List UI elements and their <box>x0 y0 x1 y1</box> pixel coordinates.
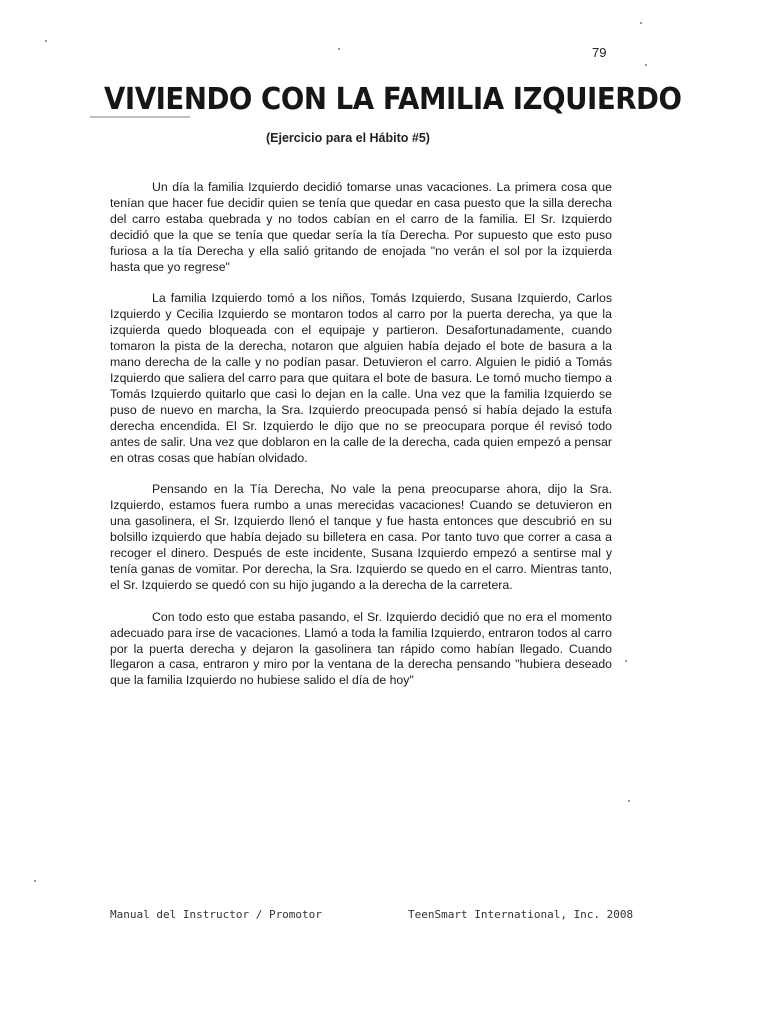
scan-speck <box>45 40 47 42</box>
footer-right: TeenSmart International, Inc. 2008 <box>408 908 634 921</box>
scan-speck <box>628 800 630 802</box>
page-number: 79 <box>592 45 607 60</box>
scan-speck <box>34 880 36 882</box>
paragraph-1: Un día la familia Izquierdo decidió tomarse unas vacaciones. La primera cosa que tenían que hacer fue decidir quien se tenía que quedar en casa puesto que la silla derecha del carro estaba quebrada y no todos cabían en el carro de la familia. El Sr. Izquierdo decidió que la que se tenía que quedar sería la tía Derecha. Por supuesto que esto puso furiosa a la tía Derecha y ella salió gritando de enojada "no verán el sol por la izquierda hasta que yo regrese" <box>110 180 612 274</box>
page-title: VIVIENDO CON LA FAMILIA IZQUIERDO <box>104 82 682 117</box>
paragraph-4: Con todo esto que estaba pasando, el Sr. Izquierdo decidió que no era el momento adecuado para irse de vacaciones. Llamó a toda la familia Izquierdo, entraron todos al carro por la puerta derecha y dejaron la gasolinera tan rápido como habían llegado. Cuando llegaron a casa, entraron y miro por la ventana de la derecha pensando "hubiera deseado que la familia Izquierdo no hubiese salido el día de hoy" <box>110 609 612 688</box>
body-text <box>110 180 612 705</box>
scan-speck <box>640 22 642 24</box>
scan-speck <box>645 64 647 66</box>
page-subtitle: (Ejercicio para el Hábito #5) <box>266 131 430 145</box>
scan-speck <box>338 48 340 50</box>
paragraph-2: La familia Izquierdo tomó a los niños, Tomás Izquierdo, Susana Izquierdo, Carlos Izquierdo y Cecilia Izquierdo se montaron todos al carro por la puerta derecha, ya que la izquierda quedo bloqueada con el equipaje y partieron. Desafortunadamente, cuando tomaron la pista de la derecha, notaron que alguien había dejado el bote de basura a la mano derecha de la calle y no podían pasar. Detuvieron el carro. Alguien le pidió a Tomás Izquierdo que saliera del carro para que quitara el bote de basura. Le tomó mucho tiempo a Tomás Izquierdo quitarlo que casi lo dejan en la calle. Una vez que la familia Izquierdo se puso de nuevo en marcha, la Sra. Izquierdo preocupada pensó si había dejado la estufa derecha encendida. El Sr. Izquierdo le dijo que no se preocupara porque él revisó todo antes de salir. Una vez que doblaron en la calle de la derecha, cada quien empezó a pensar en otras cosas que habían olvidado. <box>110 291 612 465</box>
footer-left: Manual del Instructor / Promotor <box>110 908 322 921</box>
scan-speck <box>625 660 627 662</box>
paragraph-3: Pensando en la Tía Derecha, No vale la pena preocuparse ahora, dijo la Sra. Izquierdo, estamos fuera rumbo a unas merecidas vacaciones! Cuando se detuvieron en una gasolinera, el Sr. Izquierdo llenó el tanque y fue hasta entonces que descubrió en su bolsillo izquierdo que había dejado su billetera en casa. Por tanto tuvo que correr a casa a recoger el dinero. Después de este incidente, Susana Izquierdo empezó a sentirse mal y tenía ganas de vomitar. Por derecha, la Sra. Izquierdo se quedo en el carro. Mientras tanto, el Sr. Izquierdo se quedó con su hijo jugando a la derecha de la carretera. <box>110 482 612 592</box>
